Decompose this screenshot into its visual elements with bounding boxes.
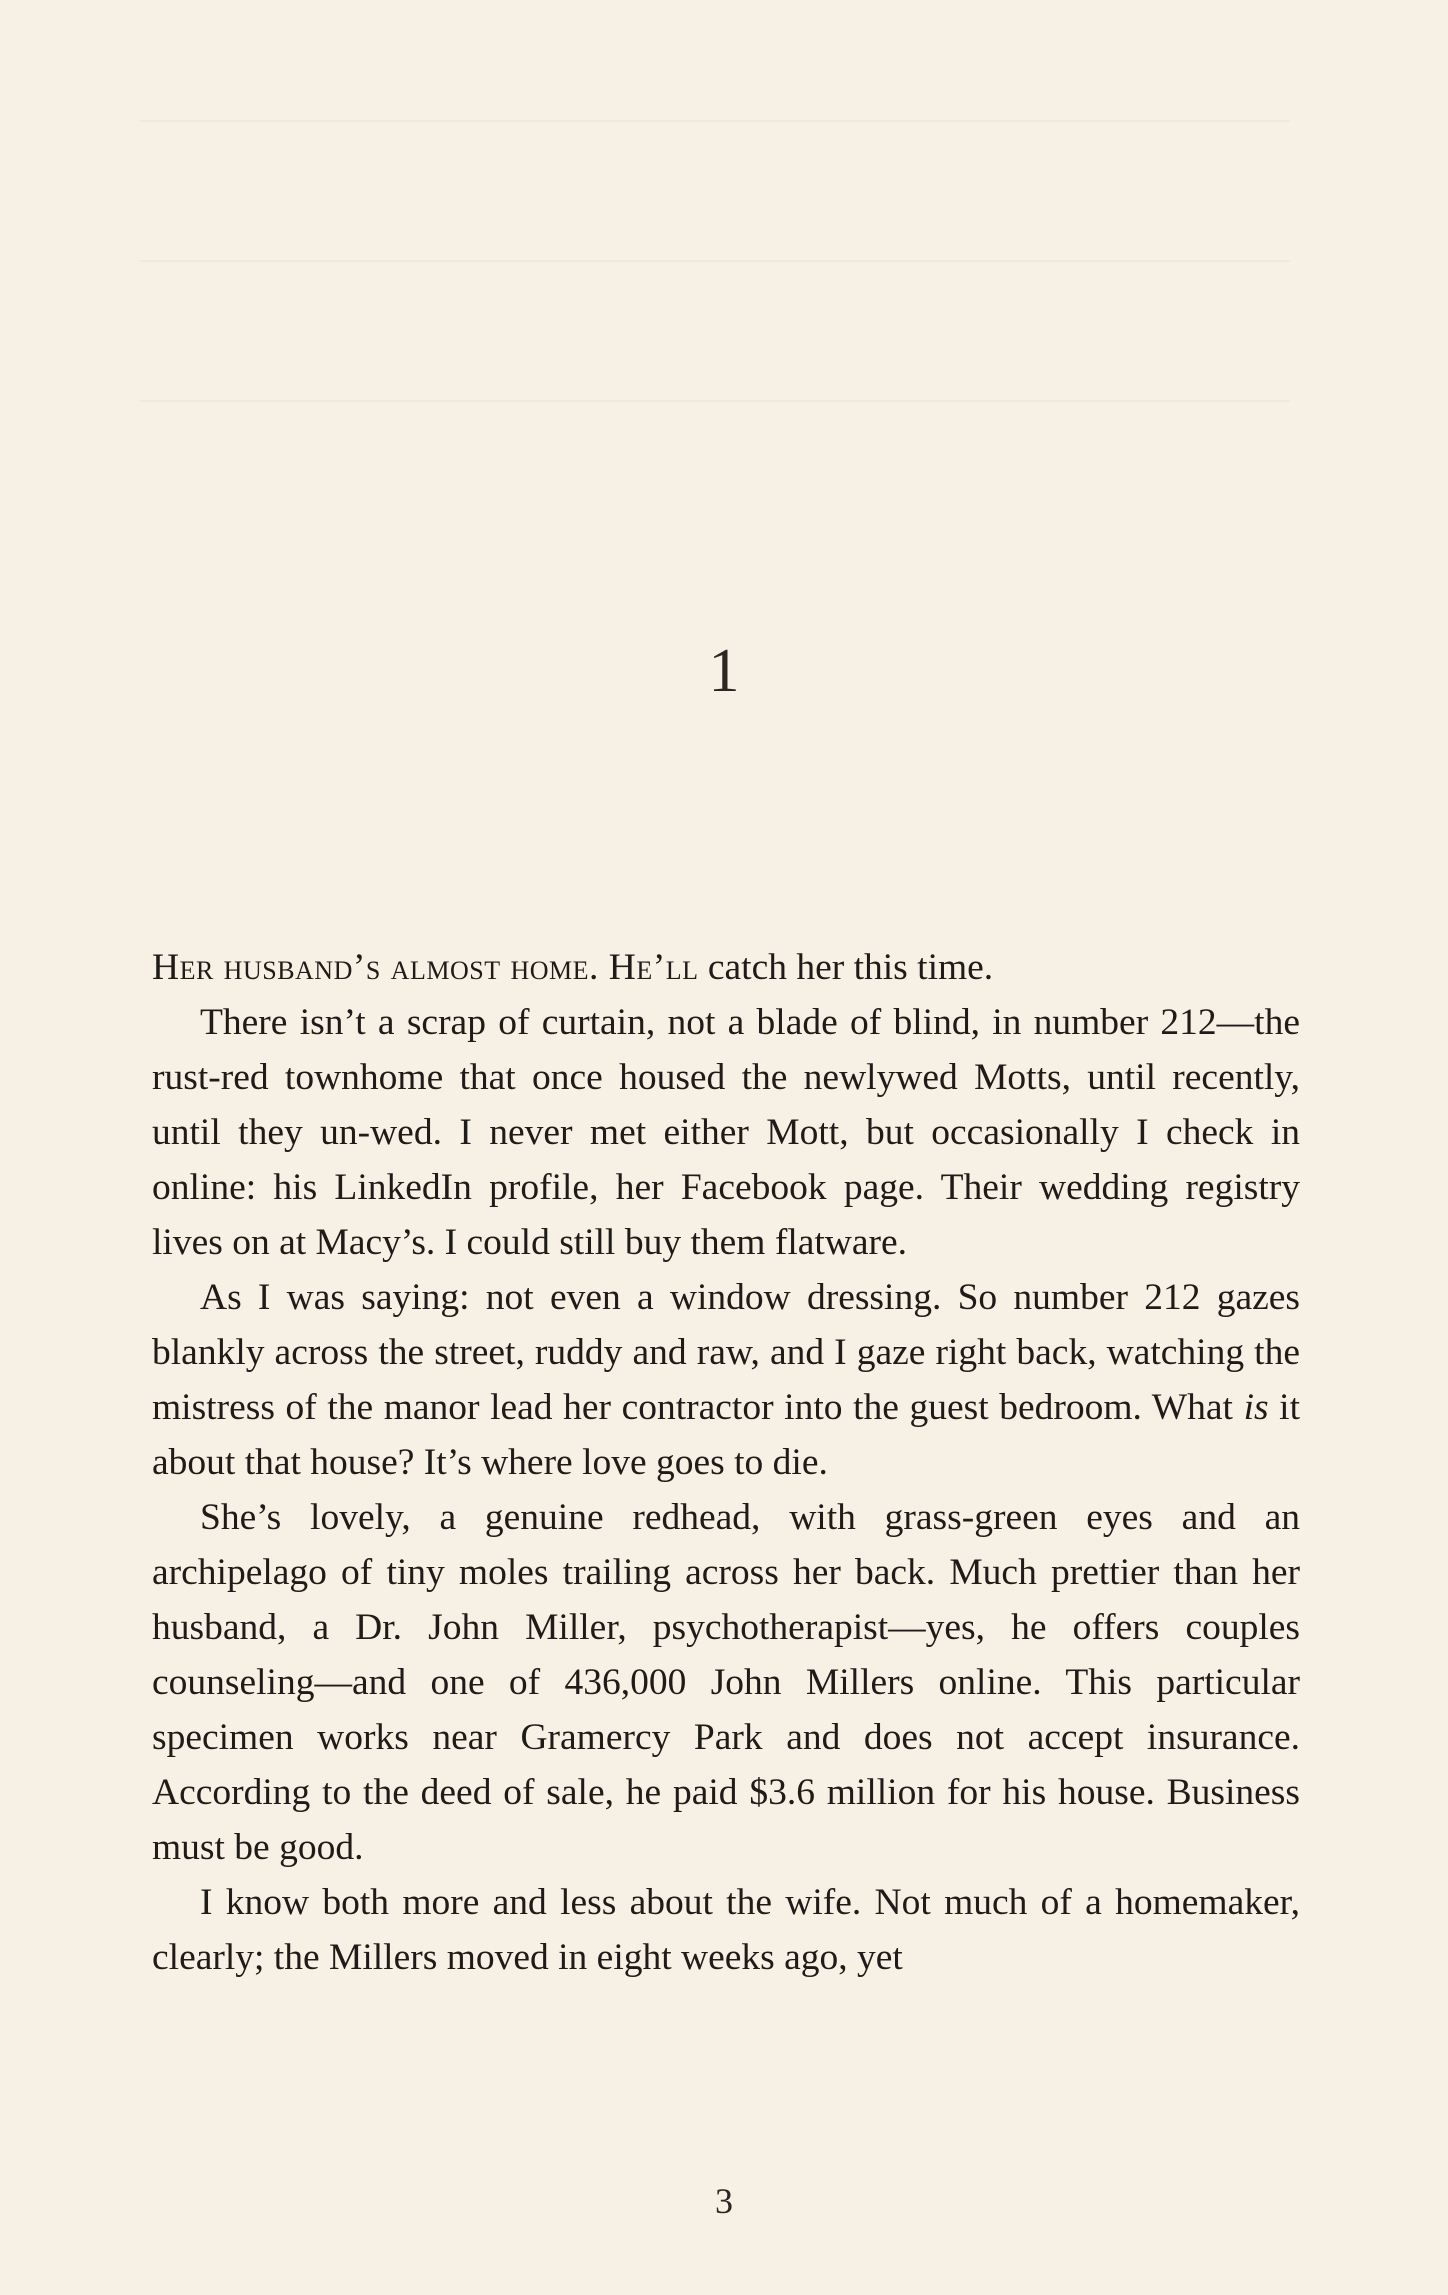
paper-bleed-line: [140, 120, 1290, 122]
body-text: [152, 940, 1300, 1985]
page-number: 3: [715, 2181, 733, 2221]
paragraph-3-text: As I was saying: not even a window dressing. So number 212 gazes blankly across the street, ruddy and raw, and I gaze right back, watching the mistress of the manor lead her contractor into the guest bedroom. What: [152, 1277, 1300, 1428]
paragraph-2: There isn’t a scrap of curtain, not a blade of blind, in number 212—the rust-red townhome that once housed the newlywed Motts, until recently, until they un-wed. I never met either Mott, but occasionally I check in online: his LinkedIn profile, her Facebook page. Their wedding registry lives on at Macy’s. I could still buy them flatware.: [152, 1002, 1300, 1263]
paragraph-4: She’s lovely, a genuine redhead, with grass-green eyes and an archipelago of tiny moles trailing across her back. Much prettier than her husband, a Dr. John Miller, psychotherapist—yes, he offers couples counseling—and one of 436,000 John Millers online. This particular specimen works near Gramercy Park and does not accept insurance. According to the deed of sale, he paid $3.6 million for his house. Business must be good.: [152, 1497, 1300, 1868]
opening-rest: catch her this time.: [698, 947, 994, 988]
paper-bleed-line: [140, 400, 1290, 402]
paragraph-5: I know both more and less about the wife. Not much of a homemaker, clearly; the Millers moved in eight weeks ago, yet: [152, 1882, 1300, 1978]
emphasis-word: is: [1243, 1387, 1269, 1428]
paragraph-1: [152, 940, 1300, 995]
paragraph-3: [152, 1270, 1300, 1490]
paragraph-3-after: it about that house? It’s where love goes to die.: [152, 1387, 1300, 1483]
paper-bleed-line: [140, 260, 1290, 262]
opening-smallcaps: Her husband’s almost home. He’ll: [152, 947, 699, 988]
chapter-number: 1: [708, 637, 740, 705]
